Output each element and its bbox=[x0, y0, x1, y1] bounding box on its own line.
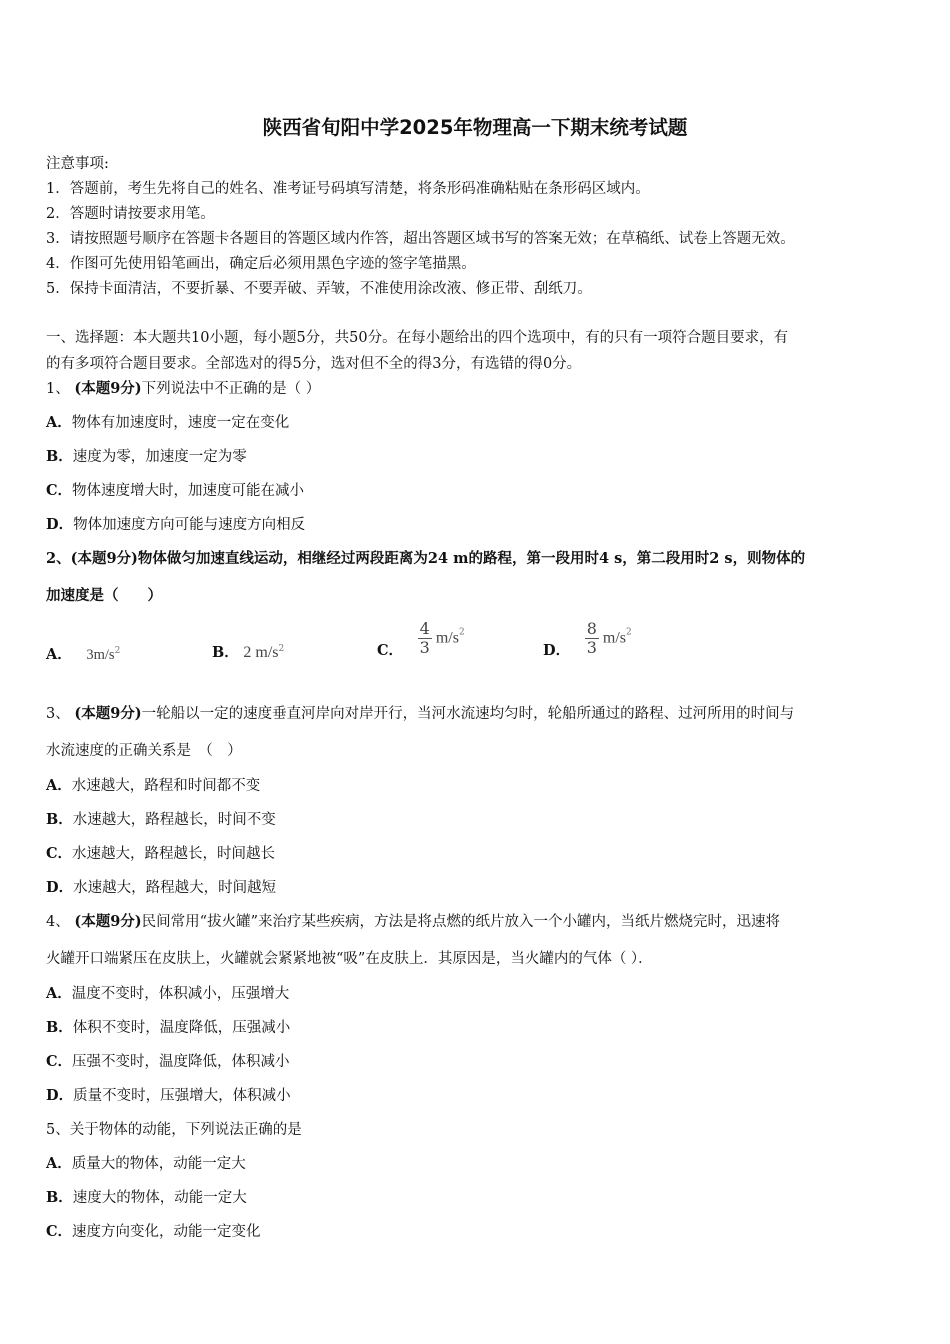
notice-item: 1．答题前，考生先将自己的姓名、准考证号码填写清楚，将条形码准确粘贴在条形码区域内。 bbox=[46, 181, 650, 197]
unit: m/s bbox=[602, 629, 626, 647]
option-b bbox=[46, 1186, 247, 1207]
option-c bbox=[46, 1220, 261, 1241]
option-text: 质量不变时，压强增大，体积减小 bbox=[73, 1088, 291, 1104]
option-letter: C． bbox=[46, 845, 73, 862]
option-b bbox=[46, 808, 276, 829]
option-formula: 2 m/s bbox=[243, 644, 279, 661]
question-text: 民间常用“拔火罐”来治疗某些疾病，方法是将点燃的纸片放入一个小罐内，当纸片燃烧完时，迅速将 bbox=[141, 914, 780, 930]
question-4-stem-line2: 火罐开口端紧压在皮肤上，火罐就会紧紧地被“吸”在皮肤上．其原因是，当火罐内的气体（ ）． bbox=[46, 951, 653, 967]
option-letter: B． bbox=[212, 644, 239, 661]
question-text: 下列说法中不正确的是（ ） bbox=[141, 381, 321, 397]
option-d bbox=[543, 617, 632, 660]
option-c bbox=[46, 479, 304, 500]
option-letter: B． bbox=[46, 1189, 73, 1206]
option-letter: D． bbox=[46, 516, 74, 533]
notice-item: 4．作图可先使用铅笔画出，确定后必须用黑色字迹的签字笔描黑。 bbox=[46, 256, 476, 272]
exponent: 2 bbox=[114, 646, 121, 657]
option-letter: B． bbox=[46, 448, 73, 465]
fraction bbox=[418, 620, 432, 657]
question-number: 5、 bbox=[46, 1122, 70, 1138]
option-a bbox=[46, 982, 289, 1003]
exponent: 2 bbox=[626, 627, 632, 638]
option-c bbox=[46, 842, 275, 863]
question-2-stem-line1 bbox=[46, 547, 805, 568]
option-a bbox=[46, 643, 120, 664]
option-letter: C． bbox=[377, 642, 404, 659]
option-text: 速度大的物体，动能一定大 bbox=[72, 1190, 247, 1206]
option-c bbox=[46, 1050, 290, 1071]
question-score: (本题9分) bbox=[74, 913, 142, 930]
question-score: (本题9分) bbox=[74, 705, 142, 722]
exponent: 2 bbox=[278, 644, 285, 655]
question-text: 一轮船以一定的速度垂直河岸向对岸开行，当河水流速均匀时，轮船所通过的路程、过河所用的时间与 bbox=[141, 706, 795, 722]
option-letter: C． bbox=[46, 482, 73, 499]
question-text: 关于物体的动能，下列说法正确的是 bbox=[69, 1122, 302, 1138]
question-3-stem-line1 bbox=[46, 702, 794, 723]
option-text: 物体加速度方向可能与速度方向相反 bbox=[73, 517, 306, 533]
option-letter: C． bbox=[46, 1223, 73, 1240]
option-text: 温度不变时，体积减小，压强增大 bbox=[71, 986, 290, 1002]
exponent: 2 bbox=[458, 627, 465, 638]
section-heading-line1: 一、选择题：本大题共10小题，每小题5分，共50分。在每小题给出的四个选项中，有的只有一项符合题目要求，有 bbox=[46, 330, 789, 346]
option-text: 物体有加速度时，速度一定在变化 bbox=[71, 415, 290, 431]
question-score: (本题9分) bbox=[70, 550, 138, 567]
option-letter: A． bbox=[46, 646, 72, 663]
option-a bbox=[46, 774, 260, 795]
option-a bbox=[46, 411, 289, 432]
question-number: 1、 bbox=[46, 381, 70, 397]
option-text: 水速越大，路程越长，时间越长 bbox=[72, 846, 276, 862]
question-4-stem-line1 bbox=[46, 910, 780, 931]
option-c bbox=[377, 617, 465, 660]
denominator: 3 bbox=[586, 638, 597, 657]
option-text: 压强不变时，温度降低，体积减小 bbox=[72, 1054, 290, 1070]
option-d bbox=[46, 513, 305, 534]
option-letter: B． bbox=[46, 811, 73, 828]
option-letter: D． bbox=[543, 642, 571, 659]
option-b bbox=[212, 641, 284, 662]
section-heading-line2: 的有多项符合题目要求。全部选对的得5分，选对但不全的得3分，有选错的得0分。 bbox=[46, 356, 582, 372]
option-letter: A． bbox=[46, 1155, 72, 1172]
question-5-stem bbox=[46, 1118, 302, 1139]
option-formula: 3m/s bbox=[86, 647, 115, 663]
notice-item: 3．请按照题号顺序在答题卡各题目的答题区域内作答，超出答题区域书写的答案无效；在草稿纸、试卷上答题无效。 bbox=[46, 231, 795, 247]
question-1-stem bbox=[46, 377, 320, 398]
option-letter: A． bbox=[46, 777, 72, 794]
option-letter: A． bbox=[46, 985, 72, 1002]
option-d bbox=[46, 876, 276, 897]
question-3-stem-line2: 水流速度的正确关系是 （ ） bbox=[46, 743, 242, 759]
numerator: 4 bbox=[419, 619, 430, 638]
question-number: 2、 bbox=[46, 550, 71, 567]
question-number: 4、 bbox=[46, 914, 70, 930]
unit: m/s bbox=[435, 629, 459, 647]
option-text: 水速越大，路程越长，时间不变 bbox=[72, 812, 276, 828]
option-letter: A． bbox=[46, 414, 72, 431]
option-letter: D． bbox=[46, 879, 74, 896]
option-b bbox=[46, 1016, 290, 1037]
question-score: (本题9分) bbox=[74, 380, 142, 397]
question-number: 3、 bbox=[46, 706, 70, 722]
option-text: 水速越大，路程和时间都不变 bbox=[71, 778, 261, 794]
fraction bbox=[585, 620, 599, 657]
option-b bbox=[46, 445, 247, 466]
question-2-stem-line2: 加速度是（ ） bbox=[46, 587, 162, 604]
option-d bbox=[46, 1084, 291, 1105]
page-title: 陕西省旬阳中学2025年物理高一下期末统考试题 bbox=[262, 116, 688, 139]
question-text: 物体做匀加速直线运动，相继经过两段距离为24 m的路程，第一段用时4 s，第二段用时2 s，则物体的 bbox=[137, 550, 806, 567]
option-text: 质量大的物体，动能一定大 bbox=[71, 1156, 246, 1172]
option-letter: C． bbox=[46, 1053, 73, 1070]
option-text: 水速越大，路程越大，时间越短 bbox=[73, 880, 277, 896]
option-text: 物体速度增大时，加速度可能在减小 bbox=[72, 483, 305, 499]
numerator: 8 bbox=[586, 619, 597, 638]
option-text: 速度为零，加速度一定为零 bbox=[72, 449, 247, 465]
option-letter: D． bbox=[46, 1087, 74, 1104]
notice-item: 2．答题时请按要求用笔。 bbox=[46, 206, 215, 222]
option-letter: B． bbox=[46, 1019, 73, 1036]
denominator: 3 bbox=[419, 638, 430, 657]
option-text: 体积不变时，温度降低，压强减小 bbox=[72, 1020, 291, 1036]
option-a bbox=[46, 1152, 246, 1173]
notice-heading: 注意事项: bbox=[46, 156, 109, 172]
notice-item: 5．保持卡面清洁，不要折暴、不要弄破、弄皱，不准使用涂改液、修正带、刮纸刀。 bbox=[46, 281, 592, 297]
option-text: 速度方向变化，动能一定变化 bbox=[72, 1224, 261, 1240]
